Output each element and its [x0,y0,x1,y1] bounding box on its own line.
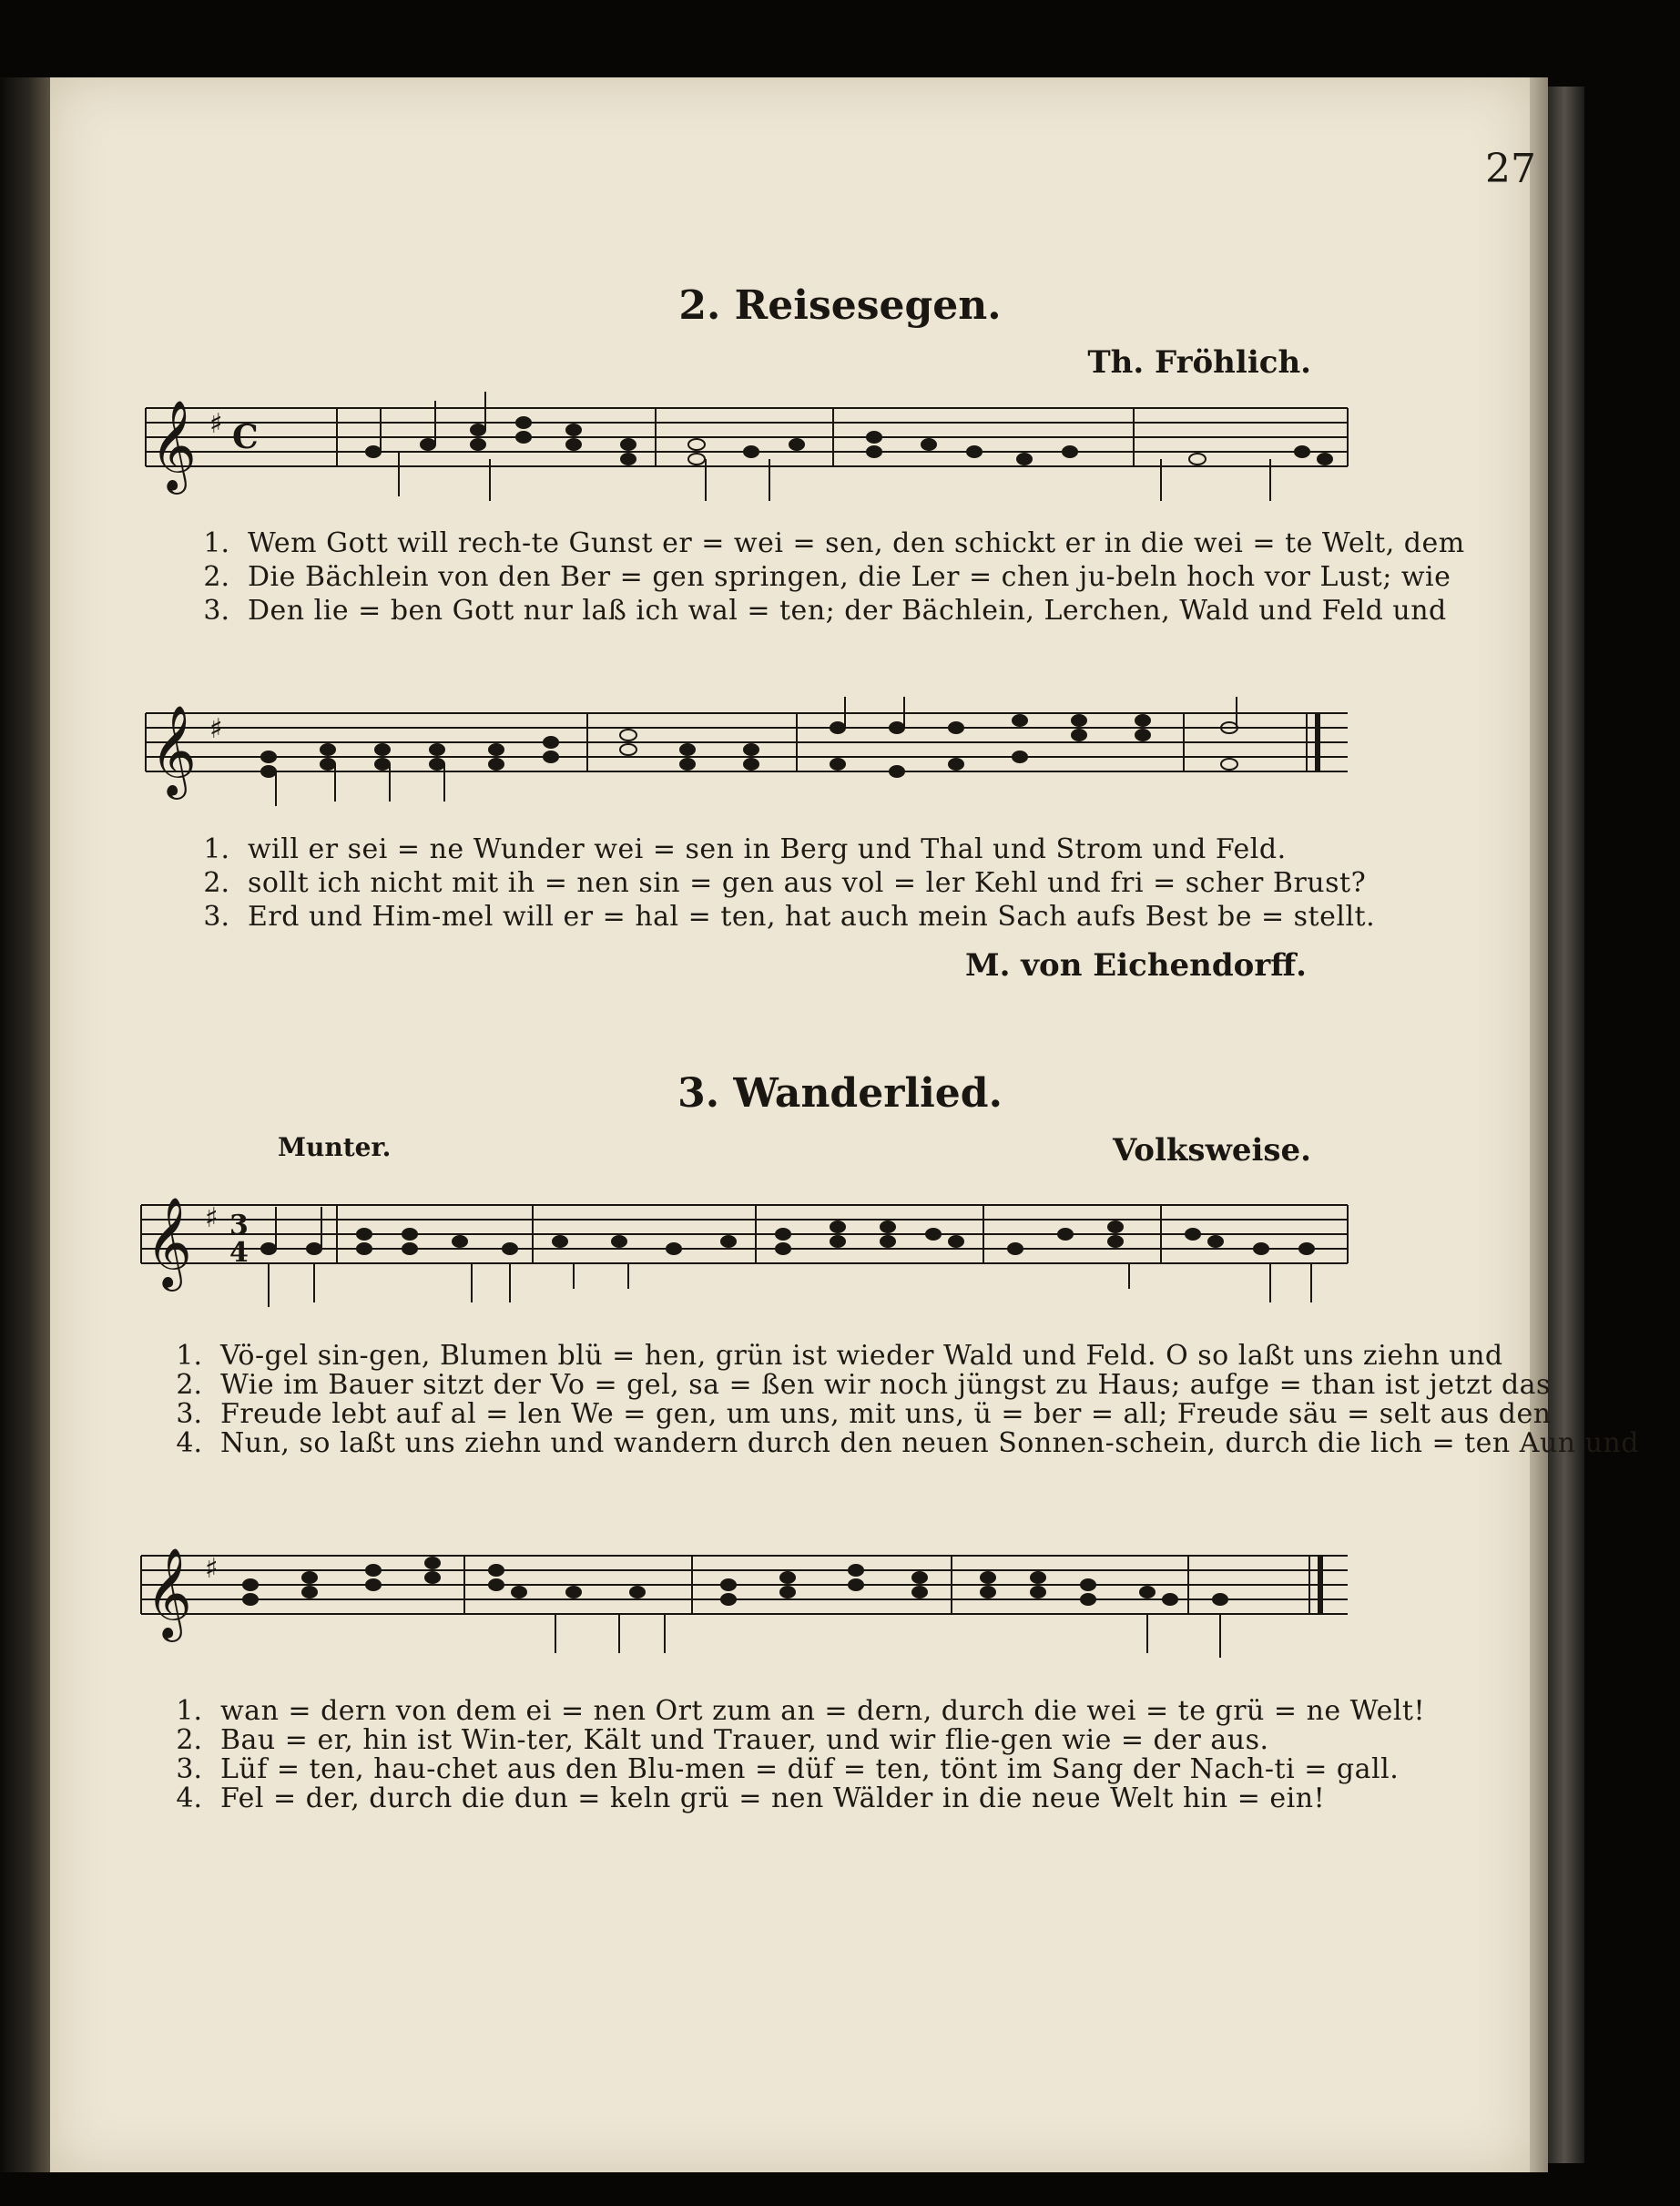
svg-text:4: 4 [229,1237,249,1269]
page-number: 27 [1485,146,1536,192]
lyric-text: Freude lebt auf al = len We = gen, um uns, mit uns, ü = ber = all; Freude säu = selt aus den [220,1397,1552,1430]
verse-number: 2. [203,561,229,593]
song-2-title: 2. Reisesegen. [678,282,1002,329]
song-2-lyrics-2 [182,832,1375,934]
lyric-text: Vö-gel sin-gen, Blumen blü = hen, grün ist wieder Wald und Feld. O so laßt uns ziehn und [220,1339,1503,1372]
song-3-tempo: Munter. [278,1132,392,1162]
verse-number: 3. [203,595,229,627]
lyric-line [155,1783,1425,1813]
lyric-text: Bau = er, hin ist Win-ter, Kält und Trauer, und wir flie-gen wie = der aus. [220,1723,1269,1756]
verse-number: 4. [176,1426,202,1459]
verse-number: 1. [203,527,229,559]
lyric-line [182,560,1465,594]
song-3-staff-1 [127,1189,1352,1312]
book-spine [1548,87,1584,2163]
lyric-line [155,1370,1639,1399]
svg-text:♯: ♯ [205,1202,219,1234]
lyric-text: Den lie = ben Gott nur laß ich wal = ten; der Bächlein, Lerchen, Wald und Feld und [248,595,1447,627]
lyric-line [155,1399,1639,1428]
song-3-staff-2 [127,1539,1352,1667]
verse-number: 4. [176,1782,202,1814]
verse-number: 1. [176,1694,202,1727]
song-2-lyrics-1 [182,526,1465,628]
lyric-text: Lüf = ten, hau-chet aus den Blu-men = düf = ten, tönt im Sang der Nach-ti = gall. [220,1752,1400,1785]
verse-number: 3. [203,901,229,933]
song-2-staff-1 [132,392,1352,510]
svg-text:♯: ♯ [209,713,223,745]
svg-text:𝄞: 𝄞 [146,1197,192,1288]
svg-text:C: C [232,418,259,456]
song-2-composer: Th. Fröhlich. [1087,344,1311,381]
verse-number: 2. [176,1368,202,1401]
svg-text:𝄞: 𝄞 [146,1547,192,1639]
lyric-text: Die Bächlein von den Ber = gen springen, die Ler = chen ju-beln hoch vor Lust; wie [248,561,1451,593]
lyric-line [155,1341,1639,1370]
page-edge [1530,77,1548,2172]
lyric-line [155,1696,1425,1725]
svg-text:3: 3 [229,1210,249,1241]
lyric-line [182,832,1375,866]
lyric-text: sollt ich nicht mit ih = nen sin = gen aus vol = ler Kehl und fri = scher Brust? [248,867,1367,899]
song-2-poet: M. von Eichendorff. [964,947,1307,984]
verse-number: 3. [176,1397,202,1430]
verse-number: 1. [203,833,229,865]
book-gutter-left [0,77,50,2172]
verse-number: 2. [203,867,229,899]
song-3-lyrics-1 [155,1341,1639,1457]
lyric-line [155,1754,1425,1783]
lyric-text: Erd und Him-mel will er = hal = ten, hat auch mein Sach aufs Best be = stellt. [248,901,1376,933]
lyric-text: Fel = der, durch die dun = keln grü = nen Wälder in die neue Welt hin = ein! [220,1782,1326,1814]
song-3-title: 3. Wanderlied. [677,1070,1003,1117]
song-3-source: Volksweise. [1113,1132,1311,1169]
lyric-line [182,594,1465,628]
verse-number: 3. [176,1752,202,1785]
lyric-text: Wem Gott will rech-te Gunst er = wei = sen, den schickt er in die wei = te Welt, dem [248,527,1465,559]
lyric-line [155,1725,1425,1754]
verse-number: 1. [176,1339,202,1372]
svg-text:♯: ♯ [209,408,223,440]
verse-number: 2. [176,1723,202,1756]
lyric-line [182,900,1375,934]
lyric-text: Wie im Bauer sitzt der Vo = gel, sa = ßen wir noch jüngst zu Haus; aufge = than ist jetzt das [220,1368,1551,1401]
lyric-line [182,866,1375,900]
lyric-text: Nun, so laßt uns ziehn und wandern durch den neuen Sonnen-schein, durch die lich = ten Aun und [220,1426,1639,1459]
lyric-line [155,1428,1639,1457]
lyric-text: wan = dern von dem ei = nen Ort zum an = dern, durch die wei = te grü = ne Welt! [220,1694,1426,1727]
svg-text:♯: ♯ [205,1553,219,1585]
lyric-text: will er sei = ne Wunder wei = sen in Berg und Thal und Strom und Feld. [248,833,1287,865]
svg-text:𝄞: 𝄞 [150,400,197,491]
svg-text:𝄞: 𝄞 [150,705,197,796]
song-2-staff-2 [132,697,1352,815]
lyric-line [182,526,1465,560]
song-3-lyrics-2 [155,1696,1425,1813]
